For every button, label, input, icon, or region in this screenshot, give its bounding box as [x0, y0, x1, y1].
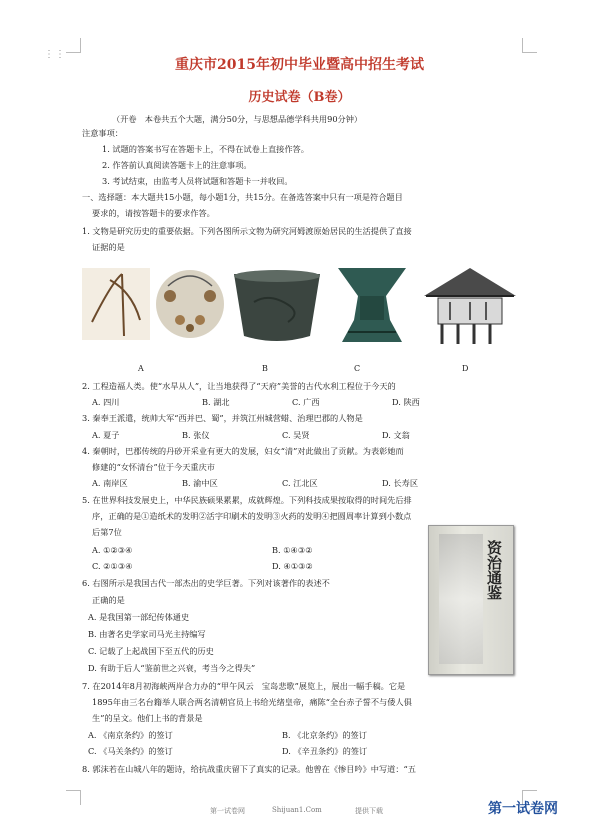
- question-6: 6. 右图所示是我国古代一部杰出的史学巨著。下列对该著作的表述不: [82, 578, 330, 588]
- notice-1: 1. 试题的答案书写在答题卡上，不得在试卷上直接作答。: [102, 144, 309, 154]
- notice-heading: 注意事项：: [82, 128, 123, 138]
- option-label-d: D: [462, 364, 469, 373]
- footer-site-name: 第一试卷网: [210, 807, 245, 815]
- q3-option-b: B. 张仪: [182, 430, 210, 440]
- question-7-cont2: 生”的呈文。他们上书的背景是: [92, 713, 203, 723]
- question-5-cont2: 后第7位: [92, 527, 122, 537]
- book-cover-texture: [439, 534, 483, 664]
- q6-option-c: C. 记载了上起战国下至五代的历史: [88, 646, 214, 656]
- footer-download-text: 提供下载: [355, 807, 383, 815]
- question-8: 8. 郭沫若在山城八年的题诗，给抗战重庆留下了真实的记录。他曾在《惨目吟》中写道：“五: [82, 764, 416, 774]
- bone-needle-image: [82, 262, 150, 346]
- q6-option-d: D. 有助于后人“鉴前世之兴衰，考当今之得失”: [88, 663, 256, 673]
- site-logo: 第一试卷网: [488, 801, 558, 817]
- notice-3: 3. 考试结束，由监考人员将试题和答题卡一并收回。: [102, 176, 293, 186]
- footer-site-url[interactable]: Shijuan1.Com: [272, 806, 322, 814]
- q2-option-d: D. 陕西: [392, 397, 420, 407]
- option-label-b: B: [262, 364, 268, 373]
- q2-option-b: B. 湖北: [202, 397, 230, 407]
- question-5-cont: 序，正确的是①造纸术的发明②活字印刷术的发明③火药的发明④把圆周率计算到小数点: [92, 511, 412, 521]
- q3-option-c: C. 吴贤: [282, 430, 310, 440]
- exam-subtitle: 历史试卷（B卷）: [248, 90, 351, 105]
- q4-option-a: A. 南岸区: [92, 478, 128, 488]
- bronze-vessel-image: [330, 262, 414, 346]
- question-6-cont: 正确的是: [92, 595, 125, 605]
- drag-handle-icon[interactable]: ⋮⋮: [44, 49, 66, 60]
- question-1-cont: 证据的是: [92, 242, 125, 252]
- section1-instructions-cont: 要求的，请按答题卡的要求作答。: [92, 208, 215, 218]
- zizhi-tongjian-book-image: [428, 525, 514, 675]
- q2-option-a: A. 四川: [92, 397, 120, 407]
- question-7-cont: 1895年由三名台籍举人联合两名清朝官员上书给光绪皇帝，痛陈“全台赤子誓不与倭人俱: [92, 697, 412, 707]
- section1-instructions: 一、选择题：本大题共15小题，每小题1分，共15分。在备选答案中只有一项是符合题目: [82, 192, 403, 202]
- q7-option-a: A. 《南京条约》的签订: [88, 730, 173, 740]
- notice-2: 2. 作答前认真阅读答题卡上的注意事项。: [102, 160, 252, 170]
- jade-ornament-image: [154, 262, 226, 346]
- q7-option-c: C. 《马关条约》的签订: [88, 746, 173, 756]
- question-2: 2. 工程造福人类。使“水旱从人”，让当地获得了“天府”美誉的古代水利工程位于今天的: [82, 381, 396, 391]
- option-label-c: C: [354, 364, 361, 373]
- stilt-house-image: [420, 262, 520, 346]
- q6-option-a: A. 是我国第一部纪传体通史: [88, 612, 190, 622]
- q4-option-c: C. 江北区: [282, 478, 318, 488]
- option-label-a: A: [138, 364, 144, 373]
- q3-option-a: A. 夏子: [92, 430, 120, 440]
- margin-corner-mark: [522, 38, 537, 53]
- question-7: 7. 在2014年8月初海峡两岸合力办的“甲午风云 宝岛悲歌”展览上，展出一幅手稿。它是: [82, 681, 406, 691]
- q5-option-d: D. ④①③②: [272, 561, 313, 571]
- q3-option-d: D. 文翁: [382, 430, 410, 440]
- margin-corner-mark: [66, 38, 81, 53]
- q7-option-b: B. 《北京条约》的签订: [282, 730, 367, 740]
- exam-note: （开卷 本卷共五个大题，满分50分，与思想品德学科共用90分钟）: [112, 114, 363, 124]
- q2-option-c: C. 广西: [292, 397, 320, 407]
- exam-title: 重庆市2015年初中毕业暨高中招生考试: [175, 57, 424, 73]
- question-5: 5. 在世界科技发展史上，中华民族硕果累累，成就辉煌。下列科技成果按取得的时间先后排: [82, 495, 412, 505]
- black-pottery-bowl-image: [230, 262, 324, 346]
- book-title: 资治通鉴: [485, 540, 503, 600]
- question-1-images: [82, 262, 520, 362]
- question-4-cont: 修建的“女怀清台”位于今天重庆市: [92, 462, 215, 472]
- q5-option-b: B. ①④③②: [272, 545, 313, 555]
- q4-option-d: D. 长寿区: [382, 478, 419, 488]
- margin-corner-mark: [66, 790, 81, 805]
- q5-option-a: A. ①②③④: [92, 545, 133, 555]
- q7-option-d: D. 《辛丑条约》的签订: [282, 746, 368, 756]
- question-1: 1. 文物是研究历史的重要依据。下列各图所示文物为研究河姆渡原始居民的生活提供了直接: [82, 226, 412, 236]
- question-3: 3. 秦奉王派遣，统帅大军“西并巴、蜀”，并筑江州城营蜡、治理巴郡的人物是: [82, 413, 363, 423]
- q4-option-b: B. 渝中区: [182, 478, 218, 488]
- question-4: 4. 秦朝时，巴郡传统的丹砂开采业有更大的发展，妇女“清”对此做出了贡献。为表彰她而: [82, 446, 404, 456]
- q5-option-c: C. ②①③④: [92, 561, 133, 571]
- q6-option-b: B. 由著名史学家司马光主持编写: [88, 629, 206, 639]
